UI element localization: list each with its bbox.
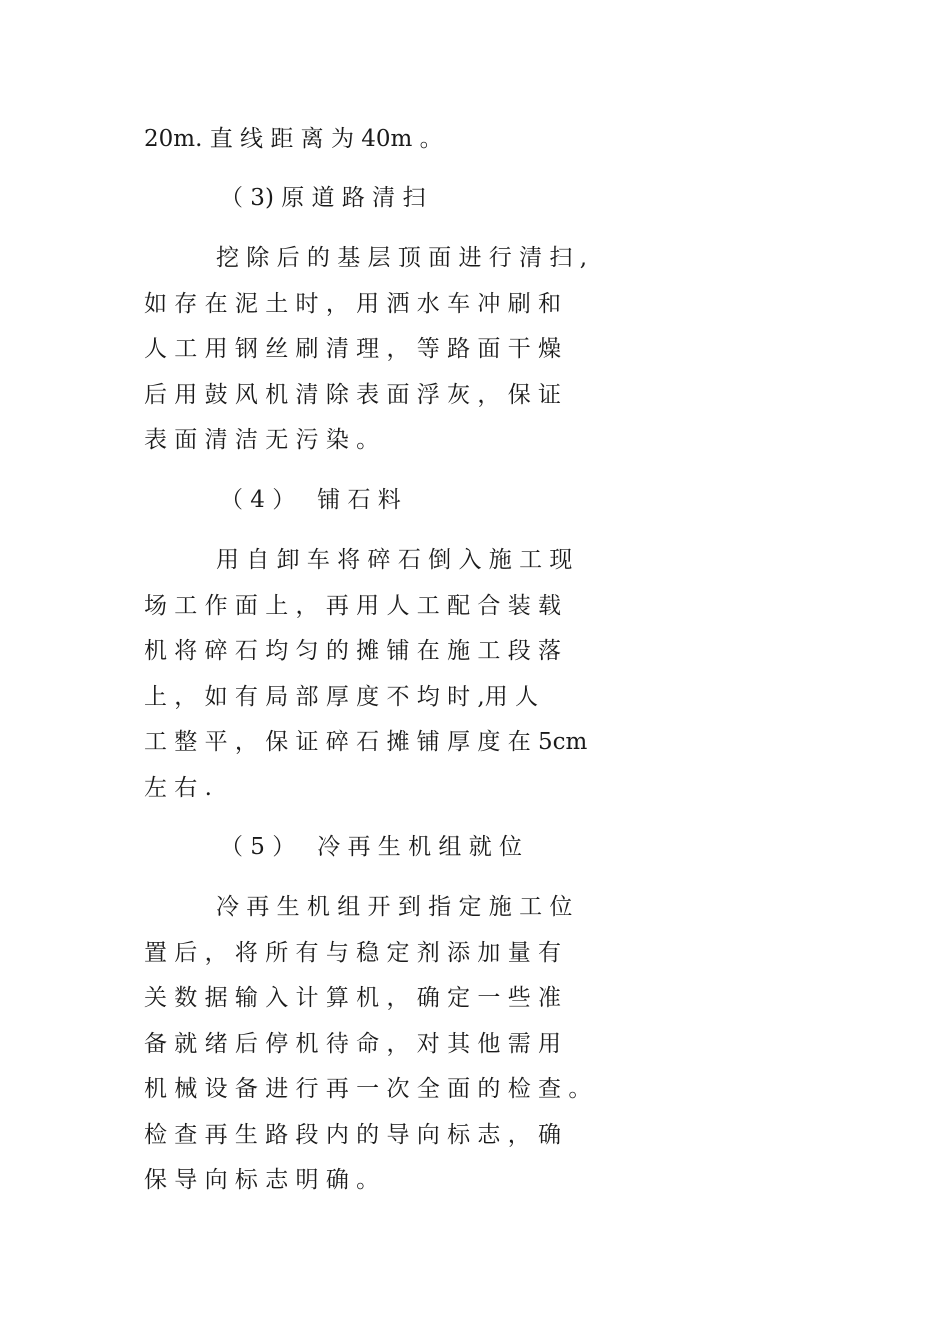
text-line: 如 存 在 泥 土 时 ， 用 洒 水 车 冲 刷 和 [144, 291, 562, 317]
section-heading: （ 4 ） 铺 石 料 [220, 487, 401, 513]
text-line: 表 面 清 洁 无 污 染 。 [144, 427, 380, 453]
text-line: 挖 除 后 的 基 层 顶 面 进 行 清 扫 , [216, 245, 588, 271]
text-line: 机 械 设 备 进 行 再 一 次 全 面 的 检 查 。 [144, 1076, 592, 1102]
text-line: 上 ， 如 有 局 部 厚 度 不 均 时 ,用 人 [144, 684, 539, 710]
text-line: 保 导 向 标 志 明 确 。 [144, 1167, 380, 1193]
text-line: 检 查 再 生 路 段 内 的 导 向 标 志 ， 确 [144, 1122, 562, 1148]
text-line: 左 右 . [144, 775, 212, 801]
text-line: 场 工 作 面 上 ， 再 用 人 工 配 合 装 载 [144, 593, 562, 619]
text-line: 20m. 直 线 距 离 为 40m 。 [144, 126, 443, 152]
text-line: 冷 再 生 机 组 开 到 指 定 施 工 位 [216, 894, 573, 920]
text-line: 关 数 据 输 入 计 算 机 ， 确 定 一 些 准 [144, 985, 562, 1011]
text-line: 用 自 卸 车 将 碎 石 倒 入 施 工 现 [216, 547, 573, 573]
text-line: 置 后 ， 将 所 有 与 稳 定 剂 添 加 量 有 [144, 940, 562, 966]
section-heading: （ 5 ） 冷 再 生 机 组 就 位 [220, 834, 523, 860]
text-line: 人 工 用 钢 丝 刷 清 理 ， 等 路 面 干 燥 [144, 336, 562, 362]
text-line: 机 将 碎 石 均 匀 的 摊 铺 在 施 工 段 落 [144, 638, 562, 664]
text-line: 后 用 鼓 风 机 清 除 表 面 浮 灰 ， 保 证 [144, 382, 562, 408]
section-heading: （ 3) 原 道 路 清 扫 [220, 185, 426, 211]
text-line: 备 就 绪 后 停 机 待 命 ， 对 其 他 需 用 [144, 1031, 562, 1057]
text-line: 工 整 平 ， 保 证 碎 石 摊 铺 厚 度 在 5cm [144, 729, 588, 755]
